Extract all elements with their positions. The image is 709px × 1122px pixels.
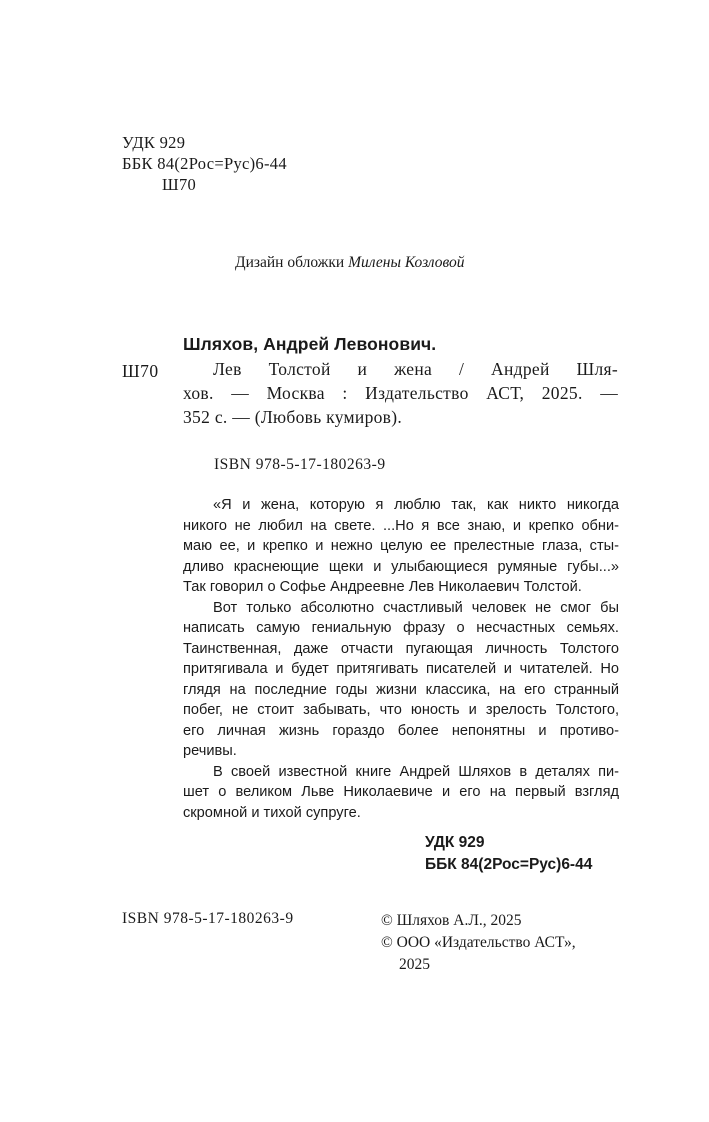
annotation-line: притягивала и будет притягивать писателей и читателей. Но (183, 661, 619, 677)
annotation-line: речивы. (183, 743, 237, 759)
bibliography-line: хов. — Москва : Издательство АСТ, 2025. — (183, 383, 618, 403)
annotation (183, 495, 619, 823)
designer-prefix: Дизайн обложки (235, 254, 345, 271)
annotation-line: побег, не стоит забывать, что юность и зрелость Толстого, (183, 702, 619, 718)
cover-designer-credit (235, 254, 465, 272)
copyright-publisher: © ООО «Издательство АСТ», (381, 934, 576, 951)
annotation-line: никого не любил на свете. ...Но я все знаю, и крепко обни- (183, 517, 619, 534)
classification-udk: УДК 929 (425, 834, 485, 851)
annotation-line: Таинственная, даже отчасти пугающая личность Толстого (183, 640, 619, 657)
annotation-line: глядя на последние годы жизни классика, на его странный (183, 681, 619, 698)
bibliography-line: 352 с. — (Любовь кумиров). (183, 407, 403, 427)
annotation-line: Так говорил о Софье Андреевне Лев Николаевич Толстой. (183, 579, 582, 595)
designer-name: Милены Козловой (348, 254, 465, 271)
annotation-line: шет о великом Льве Николаевиче и его на первый взгляд (183, 784, 619, 800)
bibliography-author-code: Ш70 (122, 361, 159, 381)
bibliography-isbn: ISBN 978-5-17-180263-9 (214, 456, 386, 473)
classification-bbk: ББК 84(2Рос=Рус)6-44 (425, 856, 593, 873)
annotation-line: написать самую гениальную фразу о несчастных семьях. (183, 620, 619, 636)
bibliography-line: Лев Толстой и жена / Андрей Шля- (213, 359, 618, 379)
annotation-line: маю ее, и крепко и нежно целую ее прелестные глаза, сты- (183, 538, 619, 554)
bibliography-author: Шляхов, Андрей Левонович. (183, 334, 437, 354)
annotation-line: «Я и жена, которую я люблю так, как никто никогда (213, 497, 619, 513)
header-bbk: ББК 84(2Рос=Рус)6-44 (122, 154, 287, 173)
header-udk: УДК 929 (122, 133, 186, 152)
bibliography-description (183, 357, 618, 429)
annotation-line: Вот только абсолютно счастливый человек не смог бы (213, 599, 619, 616)
annotation-line: скромной и тихой супруге. (183, 804, 361, 821)
header-classification (122, 132, 287, 195)
copyright-author: © Шляхов А.Л., 2025 (381, 912, 522, 929)
annotation-line: В своей известной книге Андрей Шляхов в деталях пи- (213, 763, 619, 780)
footer-isbn: ISBN 978-5-17-180263-9 (122, 910, 294, 927)
classification-block (425, 832, 592, 876)
annotation-line: дливо краснеющие щеки и улыбающиеся румяные губы...» (183, 558, 619, 575)
header-author-code: Ш70 (162, 175, 197, 194)
copyright-year: 2025 (399, 956, 430, 973)
annotation-line: его личная жизнь гораздо более непонятны и противо- (183, 722, 619, 739)
copyright-block (381, 910, 576, 976)
